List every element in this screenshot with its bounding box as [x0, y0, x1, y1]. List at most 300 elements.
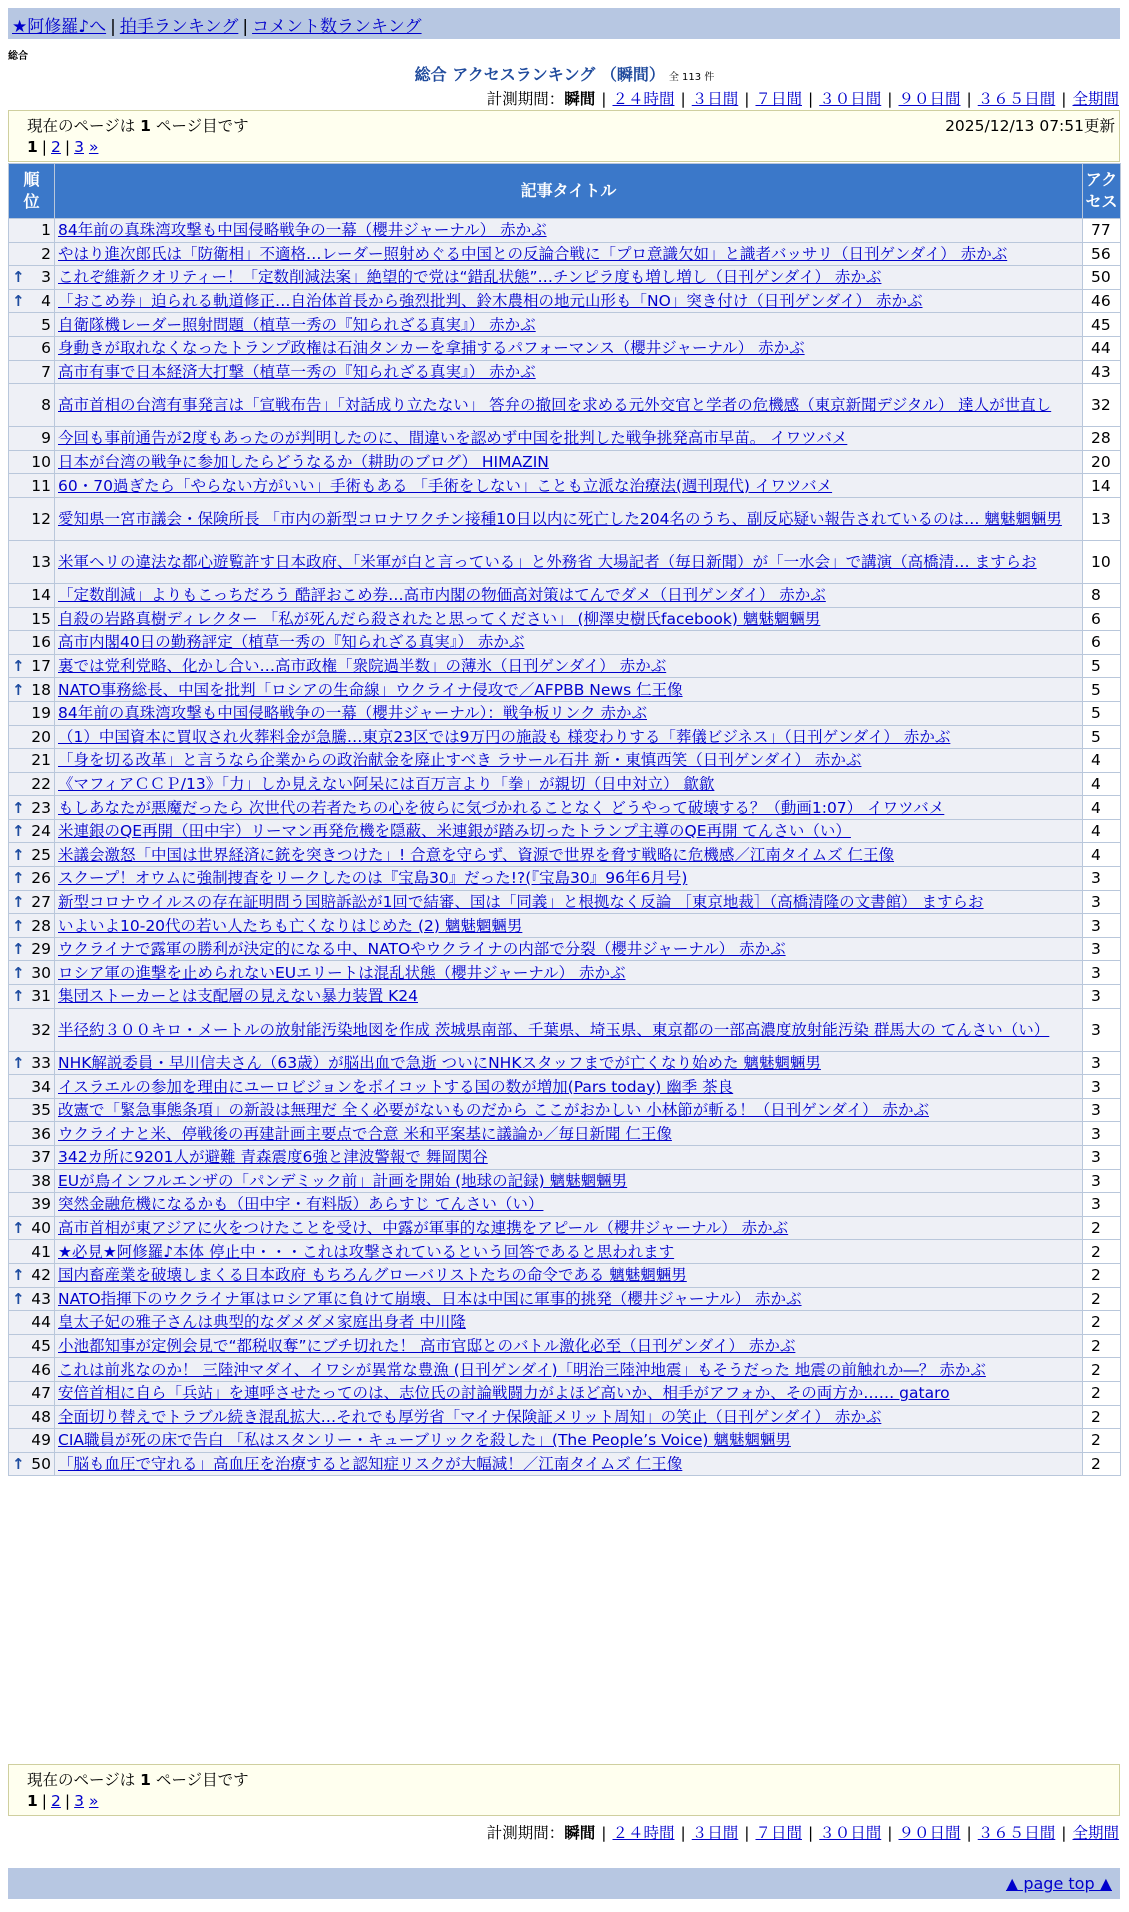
table-row — [9, 1169, 1121, 1193]
title-cell — [55, 819, 1083, 843]
article-title-link[interactable]: スクープ！オウムに強制捜査をリークしたのは『宝島30』だった!?(『宝島30』96年6月号) — [58, 869, 688, 888]
access-count: 45 — [1083, 313, 1121, 337]
title-cell — [55, 1263, 1083, 1287]
rank-cell — [9, 1381, 55, 1405]
article-title-link[interactable]: いよいよ10-20代の若い人たちも亡くなりはじめた (2) 魑魅魍魎男 — [58, 916, 523, 935]
access-count: 5 — [1083, 654, 1121, 678]
access-count: 4 — [1083, 749, 1121, 773]
article-title-link[interactable]: （1）中国資本に買収され火葬料金が急騰…東京23区では9万円の施設も 様変わりする「葬儀ビジネス」（日刊ゲンダイ） 赤かぶ — [58, 727, 951, 746]
title-cell — [55, 336, 1083, 360]
rank-number: 18 — [31, 680, 51, 699]
title-cell — [55, 219, 1083, 243]
table-row — [9, 1381, 1121, 1405]
separator: | — [966, 1824, 972, 1842]
article-title-link[interactable]: 国内畜産業を破壊しまくる日本政府 もちろんグローバリストたちの命令である 魑魅魍魎男 — [58, 1266, 687, 1285]
access-count: 2 — [1083, 1381, 1121, 1405]
article-title-link[interactable]: 安倍首相に自ら「兵站」を連呼させたってのは、志位氏の討論戦闘力がよほど高いか、相手がアフォか、その両方か…… gataro — [58, 1384, 950, 1403]
title-cell — [55, 1358, 1083, 1382]
rank-number: 42 — [31, 1266, 51, 1285]
rank-number: 3 — [41, 268, 51, 287]
rank-cell — [9, 607, 55, 631]
period-option-link[interactable]: ３６５日間 — [977, 1824, 1056, 1842]
title-cell — [55, 1169, 1083, 1193]
title-cell — [55, 1240, 1083, 1264]
title-header: 記事タイトル — [55, 164, 1083, 219]
rank-cell — [9, 867, 55, 891]
access-count: 3 — [1083, 937, 1121, 961]
article-title-link[interactable]: 高市首相が東アジアに火をつけたことを受け、中露が軍事的な連携をアピール（櫻井ジャーナル） 赤かぶ — [58, 1219, 789, 1238]
article-title-link[interactable]: 自殺の岩路真樹ディレクター 「私が死んだら殺されたと思ってください」 (柳澤史樹氏facebook) 魑魅魍魎男 — [58, 609, 821, 628]
table-row — [9, 289, 1121, 313]
rank-cell — [9, 1008, 55, 1051]
title-cell — [55, 474, 1083, 498]
table-row — [9, 583, 1121, 607]
article-title-link[interactable]: NATO事務総長、中国を批判「ロシアの生命線」ウクライナ侵攻で／AFPBB News 仁王像 — [58, 680, 683, 699]
article-title-link[interactable]: 高市首相の台湾有事発言は「宣戦布告」「対話成り立たない」 答弁の撤回を求める元外交官と学者の危機感（東京新聞デジタル） 達人が世直し — [58, 396, 1052, 415]
table-row — [9, 219, 1121, 243]
rank-up-arrow-icon: ↑ — [12, 963, 25, 982]
rank-up-arrow-icon: ↑ — [12, 1266, 25, 1285]
article-title-link[interactable]: 改憲で「緊急事態条項」の新設は無理だ 全く必要がないものだから ここがおかしい 小林節が斬る！（日刊ゲンダイ） 赤かぶ — [58, 1101, 929, 1120]
access-count: 2 — [1083, 1429, 1121, 1453]
access-count: 3 — [1083, 890, 1121, 914]
access-count: 2 — [1083, 1452, 1121, 1476]
current-page-text: 現在のページは 1 ページ目です — [27, 117, 249, 135]
article-title-link[interactable]: 高市有事で日本経済大打撃（植草一秀の『知られざる真実』） 赤かぶ — [58, 362, 536, 381]
pagination-top — [27, 138, 98, 156]
separator: | — [744, 90, 750, 108]
rank-cell — [9, 1405, 55, 1429]
article-title-link[interactable]: 身動きが取れなくなったトランプ政権は石油タンカーを拿捕するパフォーマンス（櫻井ジャーナル） 赤かぶ — [58, 339, 805, 358]
access-count: 6 — [1083, 607, 1121, 631]
period-option-link[interactable]: ３０日間 — [819, 1824, 882, 1842]
access-count: 3 — [1083, 961, 1121, 985]
separator: | — [1061, 1824, 1067, 1842]
article-title-link[interactable]: EUが鳥インフルエンザの「パンデミック前」計画を開始 (地球の記録) 魑魅魍魎男 — [58, 1171, 628, 1190]
page-info-bottom — [8, 1764, 1120, 1816]
rank-number: 15 — [31, 609, 51, 628]
title-cell — [55, 1193, 1083, 1217]
rank-number: 5 — [41, 315, 51, 334]
rank-number: 32 — [31, 1020, 51, 1039]
table-row — [9, 843, 1121, 867]
rank-cell — [9, 1452, 55, 1476]
rank-number: 36 — [31, 1124, 51, 1143]
table-row — [9, 985, 1121, 1009]
rank-cell — [9, 1311, 55, 1335]
article-title-link[interactable]: 《マフィアＣＣＰ/13》「力」しか見えない阿呆には百万言より「拳」が親切（日中対立） 歙歙 — [58, 774, 715, 793]
rank-number: 27 — [31, 892, 51, 911]
period-option-link[interactable]: ９０日間 — [898, 1824, 961, 1842]
bottom-bar — [8, 1868, 1120, 1899]
rank-number: 41 — [31, 1242, 51, 1261]
table-row — [9, 1098, 1121, 1122]
access-count: 13 — [1083, 497, 1121, 540]
rank-cell — [9, 985, 55, 1009]
title-cell — [55, 867, 1083, 891]
article-title-link[interactable]: 「身を切る改革」と言うなら企業からの政治献金を廃止すべき ラサール石井 新・東慎西笑（日刊ゲンダイ） 赤かぶ — [58, 751, 862, 770]
access-count: 50 — [1083, 266, 1121, 290]
access-count: 56 — [1083, 242, 1121, 266]
period-option-link[interactable]: 全期間 — [1072, 90, 1119, 108]
current-page-number: 1 — [27, 1792, 38, 1810]
rank-cell — [9, 654, 55, 678]
rank-cell — [9, 219, 55, 243]
rank-up-arrow-icon: ↑ — [12, 1219, 25, 1238]
rank-up-arrow-icon: ↑ — [12, 1289, 25, 1308]
title-cell — [55, 1381, 1083, 1405]
article-title-link[interactable]: これぞ維新クオリティー！「定数削減法案」絶望的で党は“錯乱状態”…チンピラ度も増し増し（日刊ゲンダイ） 赤かぶ — [58, 268, 882, 287]
period-option-link[interactable]: ３６５日間 — [977, 90, 1056, 108]
rank-number: 4 — [41, 292, 51, 311]
article-title-link[interactable]: 日本が台湾の戦争に参加したらどうなるか（耕助のブログ） HIMAZIN — [58, 453, 549, 472]
page-info-top — [8, 110, 1120, 162]
rank-cell — [9, 1216, 55, 1240]
title-cell — [55, 1122, 1083, 1146]
article-title-link[interactable]: 米議会激怒「中国は世界経済に銃を突きつけた」! 合意を守らず、資源で世界を脅す戦略に危機感／江南タイムズ 仁王像 — [58, 845, 895, 864]
article-title-link[interactable]: ウクライナと米、停戦後の再建計画主要点で合意 米和平案基に議論か／毎日新聞 仁王像 — [58, 1124, 672, 1143]
rank-number: 37 — [31, 1148, 51, 1167]
access-count: 5 — [1083, 678, 1121, 702]
access-count: 8 — [1083, 583, 1121, 607]
table-row — [9, 427, 1121, 451]
table-row — [9, 1216, 1121, 1240]
title-cell — [55, 1075, 1083, 1099]
total-count: 全 113 件 — [668, 72, 715, 83]
article-title-link[interactable]: 「おこめ券」迫られる軌道修正…自治体首長から強烈批判、鈴木農相の地元山形も「NO」突き付け（日刊ゲンダイ） 赤かぶ — [58, 292, 923, 311]
table-row — [9, 540, 1121, 583]
table-row — [9, 1311, 1121, 1335]
period-option-link[interactable]: ３日間 — [691, 1824, 739, 1842]
rank-cell — [9, 914, 55, 938]
access-count: 3 — [1083, 1098, 1121, 1122]
rank-number: 7 — [41, 362, 51, 381]
title-cell — [55, 701, 1083, 725]
article-title-link[interactable]: 「脳も血圧で守れる」高血圧を治療すると認知症リスクが大幅減！／江南タイムズ 仁王像 — [58, 1455, 683, 1474]
title-cell — [55, 1008, 1083, 1051]
article-title-link[interactable]: 突然金融危機になるかも（田中宇・有料版）あらすじ てんさい（い） — [58, 1195, 544, 1214]
updated-timestamp: 2025/12/13 07:51更新 — [945, 117, 1115, 135]
rank-number: 47 — [31, 1384, 51, 1403]
rank-cell — [9, 1334, 55, 1358]
rank-up-arrow-icon: ↑ — [12, 1455, 25, 1474]
table-row — [9, 1334, 1121, 1358]
title-cell — [55, 631, 1083, 655]
rank-cell — [9, 678, 55, 702]
table-row — [9, 266, 1121, 290]
table-row — [9, 1008, 1121, 1051]
article-title-link[interactable]: ロシア軍の進撃を止められないEUエリートは混乱状態（櫻井ジャーナル） 赤かぶ — [58, 963, 626, 982]
table-row — [9, 384, 1121, 427]
rank-number: 49 — [31, 1431, 51, 1450]
title-cell — [55, 242, 1083, 266]
top-nav-bar: ★阿修羅♪へ | 拍手ランキング | コメント数ランキング — [8, 8, 1120, 39]
rank-number: 48 — [31, 1407, 51, 1426]
article-title-link[interactable]: 60・70過ぎたら「やらない方がいい」手術もある 「手術をしない」ことも立派な治療法(週刊現代) イワツバメ — [58, 476, 833, 495]
period-option-link[interactable]: ３日間 — [691, 90, 739, 108]
article-title-link[interactable]: ウクライナで露軍の勝利が決定的になる中、NATOやウクライナの内部で分裂（櫻井ジャーナル） 赤かぶ — [58, 940, 786, 959]
rank-cell — [9, 890, 55, 914]
rank-cell — [9, 242, 55, 266]
article-title-link[interactable]: ★必見★阿修羅♪本体 停止中・・・これは攻撃されているという回答であると思われます — [58, 1242, 675, 1261]
access-count: 3 — [1083, 1169, 1121, 1193]
rank-cell — [9, 843, 55, 867]
rank-cell — [9, 1098, 55, 1122]
rank-up-arrow-icon: ↑ — [12, 680, 25, 699]
rank-number: 26 — [31, 869, 51, 888]
rank-number: 11 — [31, 476, 51, 495]
rank-cell — [9, 583, 55, 607]
access-count: 6 — [1083, 631, 1121, 655]
page-title — [0, 62, 1129, 85]
table-row — [9, 1452, 1121, 1476]
title-cell — [55, 843, 1083, 867]
article-title-link[interactable]: 半径約３００キロ・メートルの放射能汚染地図を作成 茨城県南部、千葉県、埼玉県、東京都の一部高濃度放射能汚染 群馬大の てんさい（い） — [58, 1020, 1050, 1039]
access-count: 77 — [1083, 219, 1121, 243]
rank-number: 13 — [31, 552, 51, 571]
access-count: 3 — [1083, 1075, 1121, 1099]
table-row — [9, 867, 1121, 891]
title-cell — [55, 427, 1083, 451]
table-row — [9, 678, 1121, 702]
rank-number: 39 — [31, 1195, 51, 1214]
rank-number: 12 — [31, 509, 51, 528]
article-title-link[interactable]: 84年前の真珠湾攻撃も中国侵略戦争の一幕（櫻井ジャーナル） 赤かぶ — [58, 221, 547, 240]
rank-cell — [9, 1051, 55, 1075]
title-cell — [55, 289, 1083, 313]
rank-cell — [9, 289, 55, 313]
table-row — [9, 1146, 1121, 1170]
rank-number: 45 — [31, 1337, 51, 1356]
page-top-link[interactable]: ▲ page top ▲ — [1005, 1874, 1112, 1893]
access-count: 3 — [1083, 1122, 1121, 1146]
rank-number: 6 — [41, 339, 51, 358]
article-title-link[interactable]: 米連銀のQE再開（田中宇）リーマン再発危機を隠蔽、米連銀が踏み切ったトランプ主導のQE再開 てんさい（い） — [58, 822, 851, 841]
article-title-link[interactable]: イスラエルの参加を理由にユーロビジョンをボイコットする国の数が増加(Pars today) 幽季 茶良 — [58, 1077, 734, 1096]
period-option-link[interactable]: 全期間 — [1072, 1824, 1119, 1842]
access-count: 3 — [1083, 985, 1121, 1009]
table-row — [9, 819, 1121, 843]
access-count: 2 — [1083, 1216, 1121, 1240]
separator: | — [41, 138, 48, 156]
title-cell — [55, 796, 1083, 820]
rank-number: 44 — [31, 1313, 51, 1332]
comment-ranking-link[interactable]: コメント数ランキング — [252, 17, 422, 37]
rank-cell — [9, 1075, 55, 1099]
title-cell — [55, 772, 1083, 796]
ranking-table — [8, 163, 1121, 1476]
rank-cell — [9, 336, 55, 360]
page-number-link[interactable]: 2 — [51, 1792, 61, 1810]
article-title-link[interactable]: これは前兆なのか！ 三陸沖マダイ、イワシが異常な豊漁 (日刊ゲンダイ)「明治三陸沖地震」もそうだった 地震の前触れか―？ 赤かぶ — [58, 1360, 986, 1379]
rank-cell — [9, 1240, 55, 1264]
rank-number: 14 — [31, 586, 51, 605]
period-option-link[interactable]: ２４時間 — [612, 90, 675, 108]
rank-number: 20 — [31, 727, 51, 746]
article-title-link[interactable]: 小池都知事が定例会見で“都税収奪”にブチ切れた！ 高市官邸とのバトル激化必至（日刊ゲンダイ） 赤かぶ — [58, 1337, 796, 1356]
rank-number: 43 — [31, 1289, 51, 1308]
period-option-link[interactable]: ３０日間 — [819, 90, 882, 108]
title-cell — [55, 1216, 1083, 1240]
rank-number: 17 — [31, 657, 51, 676]
access-count: 3 — [1083, 1146, 1121, 1170]
access-count: 3 — [1083, 1008, 1121, 1051]
table-row — [9, 961, 1121, 985]
table-row — [9, 749, 1121, 773]
article-title-link[interactable]: NATO指揮下のウクライナ軍はロシア軍に負けて崩壊、日本は中国に軍事的挑発（櫻井ジャーナル） 赤かぶ — [58, 1289, 802, 1308]
access-count: 4 — [1083, 772, 1121, 796]
period-option-link[interactable]: ７日間 — [755, 90, 802, 108]
rank-cell — [9, 1146, 55, 1170]
separator: | — [887, 1824, 893, 1842]
separator: | — [966, 90, 972, 108]
rank-number: 2 — [41, 244, 51, 263]
page-number-link[interactable]: 3 — [74, 138, 85, 156]
article-title-link[interactable]: やはり進次郎氏は「防衛相」不適格…レーダー照射めぐる中国との反論合戦に「プロ意識欠如」と識者バッサリ（日刊ゲンダイ） 赤かぶ — [58, 244, 1008, 263]
table-row — [9, 1429, 1121, 1453]
title-cell — [55, 749, 1083, 773]
next-page-link[interactable]: » — [88, 1792, 99, 1810]
title-cell — [55, 1405, 1083, 1429]
rank-number: 25 — [31, 845, 51, 864]
rank-cell — [9, 772, 55, 796]
rank-cell — [9, 266, 55, 290]
period-option-link[interactable]: ７日間 — [755, 1824, 802, 1842]
table-row — [9, 701, 1121, 725]
article-title-link[interactable]: 裏では党利党略、化かし合い…高市政権「衆院過半数」の薄氷（日刊ゲンダイ） 赤かぶ — [58, 657, 667, 676]
table-row — [9, 772, 1121, 796]
rank-cell — [9, 725, 55, 749]
title-cell — [55, 360, 1083, 384]
rank-number: 30 — [31, 963, 51, 982]
category-label: 総合 — [8, 51, 28, 62]
period-label: 計測期間： — [486, 1824, 565, 1842]
title-cell — [55, 914, 1083, 938]
article-title-link[interactable]: 米軍ヘリの違法な都心遊覧許す日本政府、「米軍が白と言っている」と外務省 大場記者（毎日新聞）が「一水会」で講演（高橋清… ますらお — [58, 552, 1037, 571]
article-title-link[interactable]: 342カ所に9201人が避難 青森震度6強と津波警報で 舞岡関谷 — [58, 1148, 488, 1167]
article-title-link[interactable]: もしあなたが悪魔だったら 次世代の若者たちの心を彼らに気づかれることなく どうやって破壊する？（動画1:07） イワツバメ — [58, 798, 945, 817]
article-title-link[interactable]: CIA職員が死の床で告白 「私はスタンリー・キューブリックを殺した」(The People’s Voice) 魑魅魍魎男 — [58, 1431, 791, 1450]
rank-number: 16 — [31, 633, 51, 652]
page-number-link[interactable]: 3 — [74, 1792, 85, 1810]
article-title-link[interactable]: 今回も事前通告が2度もあったのが判明したのに、間違いを認めず中国を批判した戦争挑発高市早苗。 イワツバメ — [58, 429, 848, 448]
title-cell — [55, 497, 1083, 540]
rank-up-arrow-icon: ↑ — [12, 657, 25, 676]
access-count: 14 — [1083, 474, 1121, 498]
rank-number: 40 — [31, 1219, 51, 1238]
title-cell — [55, 890, 1083, 914]
table-row — [9, 1263, 1121, 1287]
separator: | — [64, 1792, 71, 1810]
access-count: 2 — [1083, 1358, 1121, 1382]
article-title-link[interactable]: 「定数削減」よりもこっちだろう 酷評おこめ券…高市内閣の物価高対策はてんでダメ（日刊ゲンダイ） 赤かぶ — [58, 586, 826, 605]
period-selector-top — [487, 87, 1119, 109]
article-title-link[interactable]: 高市内閣40日の勤務評定（植草一秀の『知られざる真実』） 赤かぶ — [58, 633, 525, 652]
separator: | — [41, 1792, 48, 1810]
title-cell — [55, 450, 1083, 474]
page-title-text: 総合 アクセスランキング （瞬間） — [414, 65, 665, 84]
access-count: 32 — [1083, 384, 1121, 427]
article-title-link[interactable]: 自衛隊機レーダー照射問題（植草一秀の『知られざる真実』） 赤かぶ — [58, 315, 536, 334]
table-row — [9, 1122, 1121, 1146]
title-cell — [55, 1098, 1083, 1122]
article-title-link[interactable]: 集団ストーカーとは支配層の見えない暴力装置 K24 — [58, 987, 419, 1006]
title-cell — [55, 1146, 1083, 1170]
table-row — [9, 242, 1121, 266]
period-option-link[interactable]: ２４時間 — [612, 1824, 675, 1842]
rank-up-arrow-icon: ↑ — [12, 987, 25, 1006]
rank-number: 46 — [31, 1360, 51, 1379]
rank-number: 19 — [31, 704, 51, 723]
period-selector-bottom — [487, 1821, 1119, 1843]
rank-cell — [9, 313, 55, 337]
title-cell — [55, 266, 1083, 290]
article-title-link[interactable]: 愛知県一宮市議会・保険所長 「市内の新型コロナワクチン接種10日以内に死亡した204名のうち、副反応疑い報告されているのは… 魑魅魍魎男 — [58, 509, 1062, 528]
article-title-link[interactable]: NHK解説委員・早川信夫さん（63歳）が脳出血で急逝 ついにNHKスタッフまでが亡くなり始めた 魑魅魍魎男 — [58, 1053, 821, 1072]
period-option-link[interactable]: ９０日間 — [898, 90, 961, 108]
access-count: 3 — [1083, 1193, 1121, 1217]
article-title-link[interactable]: 84年前の真珠湾攻撃も中国侵略戦争の一幕（櫻井ジャーナル）：戦争板リンク 赤かぶ — [58, 704, 648, 723]
rank-cell — [9, 360, 55, 384]
rank-number: 38 — [31, 1171, 51, 1190]
access-count: 5 — [1083, 725, 1121, 749]
page-number-link[interactable]: 2 — [51, 138, 61, 156]
rank-cell — [9, 961, 55, 985]
rank-up-arrow-icon: ↑ — [12, 822, 25, 841]
separator: | — [601, 1824, 607, 1842]
rank-cell — [9, 937, 55, 961]
rank-up-arrow-icon: ↑ — [12, 916, 25, 935]
rank-cell — [9, 1263, 55, 1287]
rank-cell — [9, 427, 55, 451]
access-count: 28 — [1083, 427, 1121, 451]
table-row — [9, 1193, 1121, 1217]
rank-number: 28 — [31, 916, 51, 935]
title-cell — [55, 937, 1083, 961]
access-count: 46 — [1083, 289, 1121, 313]
table-row — [9, 1287, 1121, 1311]
next-page-link[interactable]: » — [88, 138, 99, 156]
home-link[interactable]: ★阿修羅♪へ — [12, 17, 107, 37]
rank-number: 50 — [31, 1455, 51, 1474]
title-cell — [55, 607, 1083, 631]
rank-number: 9 — [41, 429, 51, 448]
table-row — [9, 1405, 1121, 1429]
rank-header: 順位 — [9, 164, 55, 219]
article-title-link[interactable]: 新型コロナウイルスの存在証明問う国賠訴訟が1回で結審、国は「同義」と根拠なく反論 ［東京地裁］（高橋清隆の文書館） ますらお — [58, 892, 984, 911]
table-row — [9, 654, 1121, 678]
rank-up-arrow-icon: ↑ — [12, 869, 25, 888]
period-label: 計測期間： — [486, 90, 565, 108]
rank-cell — [9, 540, 55, 583]
rank-cell — [9, 384, 55, 427]
rank-cell — [9, 1169, 55, 1193]
access-count: 4 — [1083, 796, 1121, 820]
rank-cell — [9, 819, 55, 843]
separator: | — [887, 90, 893, 108]
rank-up-arrow-icon: ↑ — [12, 1053, 25, 1072]
rank-number: 33 — [31, 1053, 51, 1072]
rank-up-arrow-icon: ↑ — [12, 292, 25, 311]
clap-ranking-link[interactable]: 拍手ランキング — [119, 17, 239, 37]
rank-number: 34 — [31, 1077, 51, 1096]
separator: | — [744, 1824, 750, 1842]
table-row — [9, 450, 1121, 474]
article-title-link[interactable]: 全面切り替えでトラブル続き混乱拡大…それでも厚労省「マイナ保険証メリット周知」の笑止（日刊ゲンダイ） 赤かぶ — [58, 1407, 882, 1426]
article-title-link[interactable]: 皇太子妃の雅子さんは典型的なダメダメ家庭出身者 中川隆 — [58, 1313, 466, 1332]
rank-number: 21 — [31, 751, 51, 770]
rank-cell — [9, 474, 55, 498]
